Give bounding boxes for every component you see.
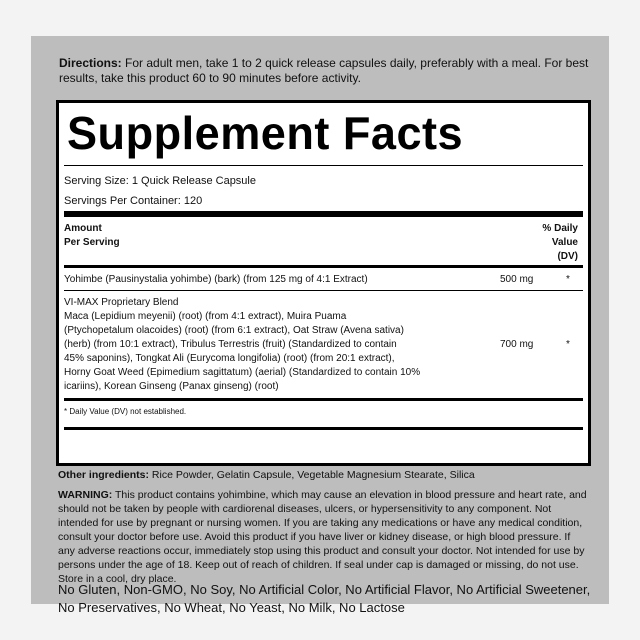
header-dv-1: % Daily — [542, 223, 578, 234]
row-yohimbe-amount: 500 mg — [500, 274, 534, 285]
warning-label: WARNING: — [58, 489, 113, 501]
row-blend-title: VI-MAX Proprietary Blend — [64, 297, 179, 308]
row-yohimbe-name: Yohimbe (Pausinystalia yohimbe) (bark) (from 125 mg of 4:1 Extract) — [64, 274, 368, 285]
row-blend-line: (Ptychopetalum olacoides) (root) (from 6:1 extract), Oat Straw (Avena sativa) — [64, 325, 404, 336]
header-amount-1: Amount — [64, 223, 102, 234]
serving-size: Serving Size: 1 Quick Release Capsule — [64, 175, 256, 187]
directions-body: For adult men, take 1 to 2 quick release capsules daily, preferably with a meal. For best results, take this product 60 to 90 minutes before activity. — [59, 56, 589, 85]
other-ingredients-text: Rice Powder, Gelatin Capsule, Vegetable Magnesium Stearate, Silica — [149, 469, 475, 481]
row-blend-line: Horny Goat Weed (Epimedium sagittatum) (aerial) (Standardized to contain 10% — [64, 367, 421, 378]
directions-text — [59, 56, 589, 86]
dv-footnote: * Daily Value (DV) not established. — [64, 407, 187, 416]
other-ingredients-label: Other ingredients: — [58, 469, 150, 481]
row-blend-line: (herb) (from 10:1 extract), Tribulus Terrestris (fruit) (Standardized to contain — [64, 339, 397, 350]
servings-per-container: Servings Per Container: 120 — [64, 195, 203, 207]
header-amount-2: Per Serving — [64, 237, 120, 248]
header-dv-2: Value — [551, 237, 578, 248]
footer-rule — [64, 398, 583, 401]
row-yohimbe-dv: * — [566, 274, 570, 285]
row-blend-dv: * — [566, 339, 570, 350]
header-dv-3: (DV) — [557, 251, 578, 262]
supplement-facts-box — [56, 100, 591, 466]
header-rule — [64, 265, 583, 268]
label-panel — [31, 36, 609, 615]
heavy-rule — [64, 211, 583, 217]
bottom-rule — [64, 427, 583, 430]
warning-text — [58, 488, 588, 586]
free-from-claims: No Gluten, Non-GMO, No Soy, No Artificial Color, No Artificial Flavor, No Artificial Sweetener, No Preservatives, No Wheat, No Yeast, No Milk, No Lactose — [58, 582, 591, 615]
warning-body: This product contains yohimbine, which may cause an elevation in blood pressure and heart rate, and should not be taken by people with cardiorenal diseases, ulcers, or hypersensitivity to any component. Not intended for use by pregnant or nursing women. If you are taking any medications or have any medical condition, consult your doctor before use. Avoid this product if you have liver or kidney disease, or high blood pressure. If any adverse reactions occur, immediately stop using this product and consult your doctor. Not intended for use by persons under the age of 18. Keep out of reach of children. If seal under cap is damaged or missing, do not use. Store in a cool, dry place. — [58, 489, 587, 585]
facts-title: Supplement Facts — [67, 107, 464, 159]
row-rule — [64, 290, 583, 291]
other-ingredients — [58, 468, 588, 482]
title-rule — [64, 165, 583, 166]
directions-label: Directions: — [59, 56, 122, 70]
row-blend-line: icariins), Korean Ginseng (Panax ginseng) (root) — [64, 381, 279, 392]
row-blend-line: Maca (Lepidium meyenii) (root) (from 4:1 extract), Muira Puama — [64, 311, 347, 322]
row-blend-amount: 700 mg — [500, 339, 534, 350]
row-blend-line: 45% saponins), Tongkat Ali (Eurycoma longifolia) (root) (from 20:1 extract), — [64, 353, 395, 364]
